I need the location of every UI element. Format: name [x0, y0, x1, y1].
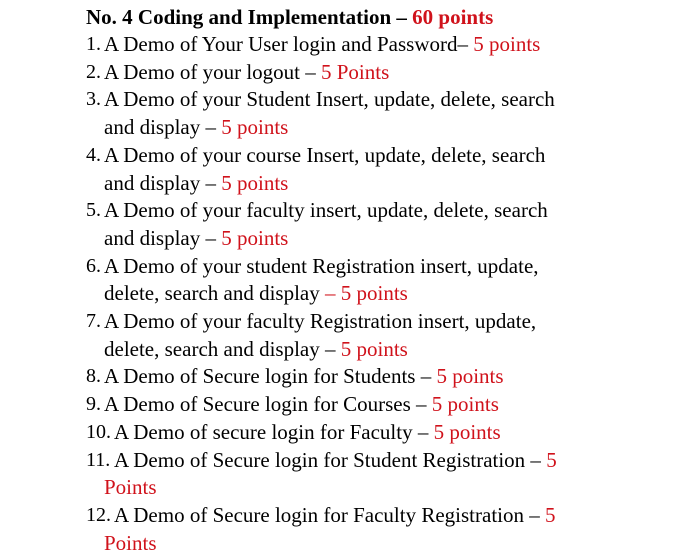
item-text: A Demo of Secure login for Courses –	[104, 392, 427, 417]
item-number: 1.	[86, 33, 101, 55]
item-text: A Demo of your Student Insert, update, delete, search	[104, 87, 555, 112]
item-number: 9.	[86, 393, 101, 416]
list-item-8	[86, 363, 686, 391]
item-number: 8.	[86, 365, 101, 388]
item-number: 4.	[86, 143, 101, 166]
item-points: 5 points	[431, 392, 499, 417]
list-item-2	[86, 59, 686, 87]
item-text-continued: and display –	[104, 170, 216, 195]
item-text: A Demo of Secure login for Student Registration –	[114, 447, 541, 472]
list-item-6	[86, 253, 686, 308]
item-points-continued: Points	[104, 475, 157, 500]
list-item-5	[86, 197, 686, 252]
item-points-continued: Points	[104, 530, 157, 555]
item-points: 5 points	[340, 336, 408, 361]
item-text: A Demo of your faculty Registration insert, update,	[104, 309, 537, 334]
heading-title: No. 4 Coding and Implementation –	[86, 5, 407, 29]
item-points: 5 points	[473, 32, 541, 56]
item-number: 11.	[86, 448, 111, 471]
item-text-continued: delete, search and display	[104, 281, 320, 306]
item-points: 5 points	[436, 364, 504, 389]
section-heading	[86, 4, 493, 31]
item-number: 10.	[86, 420, 111, 443]
item-text-continued: and display –	[104, 225, 216, 250]
list-item-11	[86, 447, 686, 502]
item-text: A Demo of Secure login for Faculty Registration –	[114, 502, 540, 527]
item-text: A Demo of your faculty insert, update, delete, search	[104, 198, 548, 223]
list-item-4	[86, 142, 686, 197]
item-number: 2.	[86, 60, 101, 83]
item-number: 7.	[86, 310, 101, 333]
item-points: 5 points	[433, 419, 501, 444]
item-points: 5	[546, 447, 557, 472]
item-number: 3.	[86, 88, 101, 111]
list-item-7	[86, 308, 686, 363]
item-text: A Demo of Secure login for Students –	[104, 364, 432, 389]
item-points: 5 Points	[320, 59, 390, 84]
item-text: A Demo of secure login for Faculty –	[114, 419, 429, 444]
item-text: A Demo of Your User login and Password–	[104, 32, 468, 56]
list-item-10	[86, 419, 686, 447]
item-number: 12.	[86, 503, 111, 526]
requirements-list	[86, 31, 686, 557]
item-number: 6.	[86, 254, 101, 277]
list-item-9	[86, 391, 686, 419]
list-item-12	[86, 502, 686, 557]
item-text-continued: and display –	[104, 115, 216, 140]
list-item-3	[86, 86, 686, 141]
item-points: 5 points	[221, 170, 289, 195]
item-points: 5 points	[221, 115, 289, 140]
item-points: 5	[545, 502, 556, 527]
item-text-continued: delete, search and display –	[104, 336, 336, 361]
item-number: 5.	[86, 199, 101, 222]
item-text: A Demo of your logout –	[104, 59, 316, 84]
item-points: – 5 points	[325, 281, 408, 306]
item-text: A Demo of your course Insert, update, delete, search	[104, 142, 546, 167]
item-points: 5 points	[221, 225, 289, 250]
heading-points: 60 points	[412, 5, 494, 29]
item-text: A Demo of your student Registration insert, update,	[104, 253, 539, 278]
list-item-1	[86, 31, 686, 59]
